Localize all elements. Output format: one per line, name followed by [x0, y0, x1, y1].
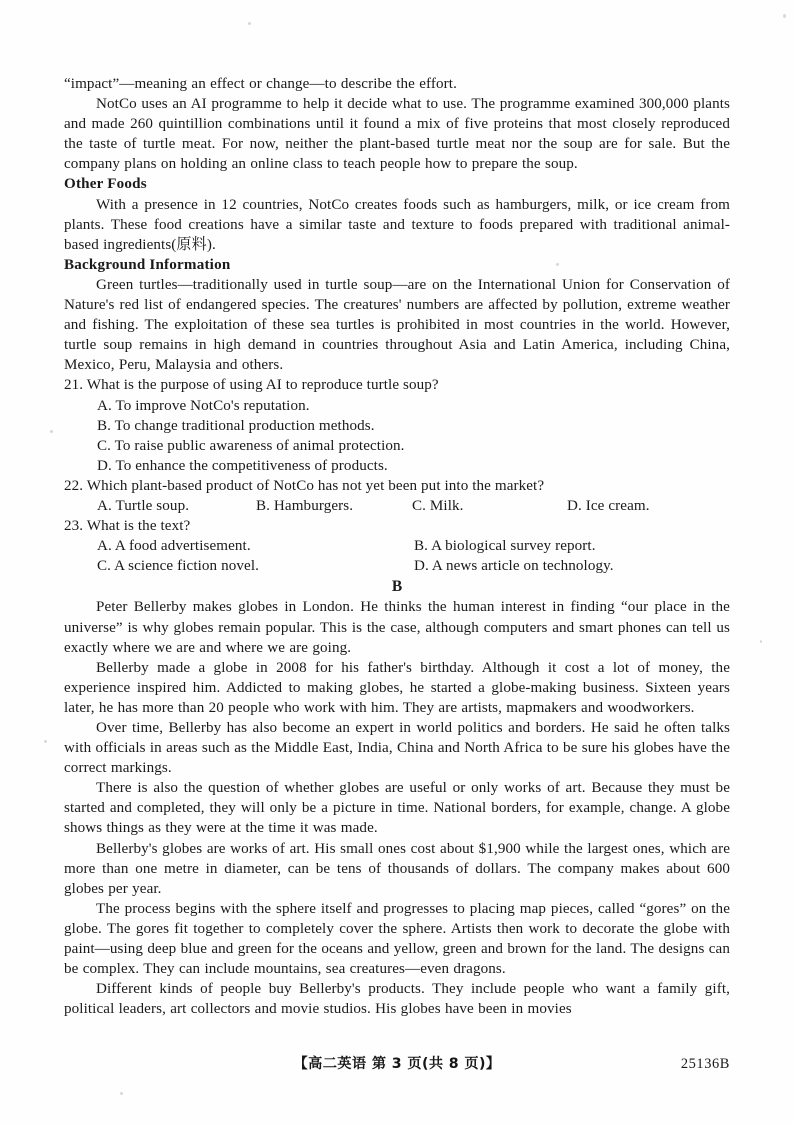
question-21	[64, 375, 730, 475]
heading-background-information: Background Information	[64, 256, 231, 273]
question-22-option-a[interactable]: A. Turtle soup.	[97, 497, 190, 514]
page-content	[64, 74, 730, 1019]
question-22-stem-line	[64, 476, 730, 496]
question-21-stem-line	[64, 375, 730, 395]
question-22-option-b[interactable]: B. Hamburgers.	[256, 497, 354, 514]
question-22-option-d[interactable]: D. Ice cream.	[567, 497, 650, 514]
scan-speck	[50, 430, 53, 433]
footer-paper-code: 25136B	[680, 1056, 730, 1072]
question-21-option-a[interactable]: A. To improve NotCo's reputation.	[97, 397, 310, 414]
passage-b-paragraph-4: There is also the question of whether globes are useful or only works of art. Because they must be started and completed, they will only be a picture in time. National borders, for example, change. A globe shows things as they were at the time it was made.	[64, 780, 730, 837]
question-23-options-row-2	[64, 556, 730, 576]
passage-b-label: B	[391, 578, 403, 596]
question-23-option-a[interactable]: A. A food advertisement.	[97, 538, 251, 555]
question-22-number: 22.	[64, 477, 84, 494]
scan-speck	[120, 1092, 123, 1095]
question-23-option-c[interactable]: C. A science fiction novel.	[97, 558, 259, 575]
passage-b-paragraph-5: Bellerby's globes are works of art. His small ones cost about $1,900 while the largest ones, which are more than one metre in diameter, can be tens of thousands of dollars. The company makes about 600 globes per year.	[64, 840, 730, 897]
scan-speck	[783, 14, 786, 18]
footer-subject-page-label: 【高二英语 第 3 页(共 8 页)】	[293, 1056, 501, 1072]
question-22-stem: Which plant-based product of NotCo has not yet been put into the market?	[86, 477, 545, 494]
question-23-stem-line	[64, 516, 730, 536]
question-23	[64, 516, 730, 576]
scan-speck	[44, 740, 47, 743]
passage-a-paragraph-background: Green turtles—traditionally used in turtle soup—are on the International Union for Conservation of Nature's red list of endangered species. The creatures' numbers are affected by pollution, extreme weather and fishing. The exploitation of these sea turtles is prohibited in most countries in the world. However, turtle soup remains in high demand in countries throughout Asia and Latin America, including China, Mexico, Peru, Malaysia and others.	[64, 276, 730, 374]
question-23-options-row-1	[64, 536, 730, 556]
passage-b-paragraph-2: Bellerby made a globe in 2008 for his father's birthday. Although it cost a lot of money, the experience inspired him. Addicted to making globes, he started a globe-making business. Sixteen years later, he has more than 20 people who work with him. They are artists, mapmakers and woodworkers.	[64, 659, 730, 716]
scan-speck	[248, 22, 251, 25]
scan-speck	[760, 640, 762, 643]
passage-a-paragraph-other-foods: With a presence in 12 countries, NotCo creates foods such as hamburgers, milk, or ice cream from plants. These food creations have a similar taste and texture to foods prepared with traditional animal-based ingredients(原料).	[64, 196, 730, 253]
question-23-option-b[interactable]: B. A biological survey report.	[414, 538, 596, 555]
question-22	[64, 476, 730, 516]
question-23-number: 23.	[64, 518, 84, 535]
passage-b-paragraph-7: Different kinds of people buy Bellerby's products. They include people who want a family gift, political leaders, art collectors and movie studios. His globes have been in movies	[64, 981, 730, 1018]
page-footer	[64, 1054, 730, 1076]
question-22-options	[64, 496, 730, 516]
passage-a-continued-line: “impact”—meaning an effect or change—to describe the effort.	[64, 76, 457, 92]
heading-other-foods: Other Foods	[64, 176, 147, 193]
passage-a-paragraph-notco: NotCo uses an AI programme to help it decide what to use. The programme examined 300,000 plants and made 260 quintillion combinations until it found a mix of five proteins that most closely reproduced the taste of turtle meat. For now, neither the plant-based turtle meat nor the soup are for sale. But the company plans on holding an online class to teach people how to prepare the soup.	[64, 96, 730, 173]
question-21-option-c[interactable]: C. To raise public awareness of animal protection.	[97, 437, 405, 454]
question-21-options	[64, 396, 730, 476]
question-22-option-c[interactable]: C. Milk.	[412, 497, 464, 514]
question-21-option-b[interactable]: B. To change traditional production methods.	[97, 417, 375, 434]
passage-b-paragraph-6: The process begins with the sphere itself and progresses to placing map pieces, called “gores” on the globe. The gores fit together to completely cover the sphere. Artists then work to decorate the globe with paint—using deep blue and green for the oceans and yellow, green and brown for the land. The designs can be complex. They can include mountains, sea creatures—even dragons.	[64, 900, 730, 978]
question-21-option-d[interactable]: D. To enhance the competitiveness of products.	[97, 457, 388, 474]
question-23-stem: What is the text?	[86, 518, 191, 535]
passage-b-paragraph-3: Over time, Bellerby has also become an expert in world politics and borders. He said he often talks with officials in areas such as the Middle East, India, China and North Africa to be sure his globes have the correct markings.	[64, 720, 730, 777]
passage-b-paragraph-1: Peter Bellerby makes globes in London. He thinks the human interest in finding “our place in the universe” is why globes remain popular. This is the case, although computers and smart phones can tell us exactly where we are and where we are going.	[64, 599, 730, 656]
question-23-option-d[interactable]: D. A news article on technology.	[414, 558, 614, 575]
question-21-number: 21.	[64, 377, 84, 394]
question-21-stem: What is the purpose of using AI to reproduce turtle soup?	[86, 377, 439, 394]
